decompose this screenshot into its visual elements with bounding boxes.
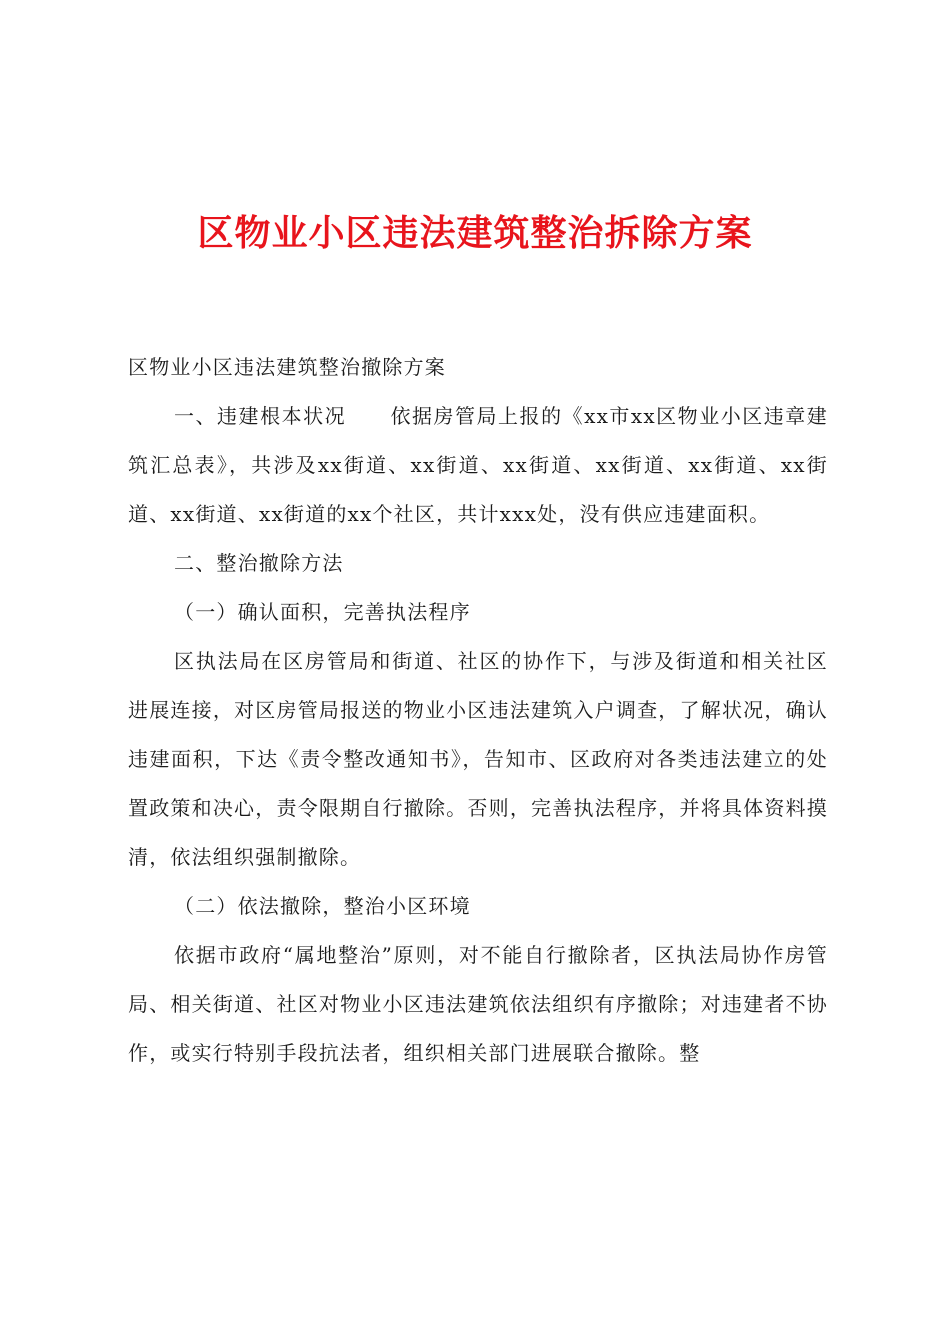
section-1-paragraph <box>128 392 828 539</box>
subsection-1-heading: （一）确认面积，完善执法程序 <box>174 600 471 624</box>
document-subtitle: 区物业小区违法建筑整治撤除方案 <box>128 355 446 379</box>
section-2-heading: 二、整治撤除方法 <box>174 551 344 575</box>
subsection-2-text: 依据市政府“属地整治”原则，对不能自行撤除者，区执法局协作房管局、相关街道、社区对物业小区违法建筑依法组织有序撤除；对违建者不协作，或实行特别手段抗法者，组织相关部门进展联合撤除。整 <box>128 943 828 1065</box>
document-body <box>128 343 828 1078</box>
section-1-text: 依据房管局上报的《xx市xx区物业小区违章建筑汇总表》，共涉及xx街道、xx街道、xx街道、xx街道、xx街道、xx街道、xx街道、xx街道的xx个社区，共计xxx处，没有供应违建面积。 <box>128 404 828 526</box>
subsection-1-text: 区执法局在区房管局和街道、社区的协作下，与涉及街道和相关社区进展连接，对区房管局报送的物业小区违法建筑入户调查，了解状况，确认违建面积，下达《责令整改通知书》，告知市、区政府对各类违法建立的处置政策和决心，责令限期自行撤除。否则，完善执法程序，并将具体资料摸清，依法组织强制撤除。 <box>128 649 828 869</box>
section-1-heading: 一、违建根本状况 <box>174 404 347 428</box>
document-title: 区物业小区违法建筑整治拆除方案 <box>197 213 753 254</box>
subsection-2-heading: （二）依法撤除，整治小区环境 <box>174 894 471 918</box>
